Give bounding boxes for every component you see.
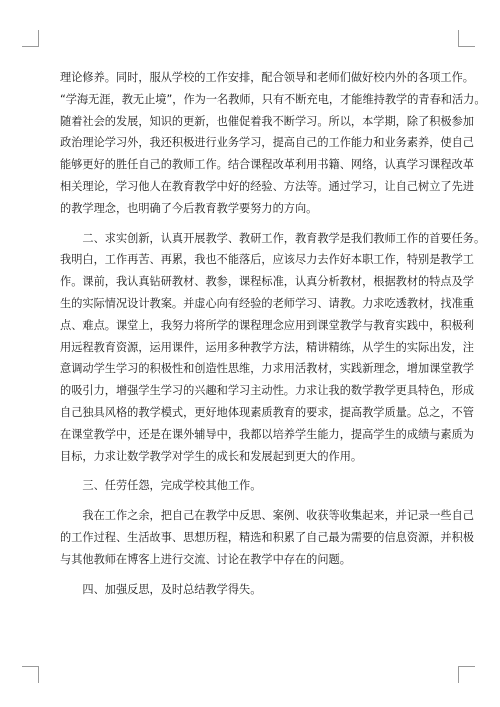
section-heading: 四、加强反思，及时总结教学得失。 [60,582,262,596]
text-line: 目标，力求让数学教学对学生的成长和发展起到更大的作用。 [60,449,363,463]
text-line: 点、难点。课堂上，我努力将所学的课程理念应用到课堂教学与教育实践中，积极利 [60,318,474,332]
text-line: 的教学理念，也明确了今后教育教学要努力的方向。 [60,201,318,215]
text-line: 我在工作之余，把自己在教学中反思、案例、收获等收集起来，并记录一些自己 [60,509,474,523]
text-line: 自己独具风格的教学模式，更好地体现素质教育的要求，提高教学质量。总之，不管 [60,405,474,419]
crop-mark-top-left [22,30,39,47]
text-line: 相关理论，学习他人在教育教学中好的经验、方法等。通过学习，让自己树立了先进 [60,179,474,193]
text-line: “学海无涯，教无止境”，作为一名教师，只有不断充电，才能维持教学的青春和活力。 [60,92,486,106]
text-line: 我明白，工作再苦、再累，我也不能落后，应该尽力去作好本职工作，特别是教学工 [60,253,474,267]
section-heading: 三、任劳任怨，完成学校其他工作。 [60,479,262,493]
document-body [60,67,486,600]
section-heading: 二、求实创新，认真开展教学、教研工作，教育教学是我们教师工作的首要任务。 [60,231,486,245]
text-line: 随着社会的发展，知识的更新，也催促着我不断学习。所以，本学期，除了积极参加 [60,114,474,128]
text-line: 意调动学生学习的积极性和创造性思维，力求用活教材，实践新理念，增加课堂教学 [60,362,474,376]
crop-mark-bottom-right [458,666,475,683]
text-line: 与其他教师在博客上进行交流、讨论在教学中存在的问题。 [60,552,351,566]
text-line: 作。课前，我认真钻研教材、教参，课程标准，认真分析教材，根据教材的特点及学 [60,275,474,289]
text-line: 的吸引力，增强学生学习的兴趣和学习主动性。力求让我的数学教学更具特色，形成 [60,384,474,398]
text-line: 能够更好的胜任自己的教师工作。结合课程改革利用书籍、网络，认真学习课程改革 [60,158,474,172]
text-line: 在课堂教学中，还是在课外辅导中，我都以培养学生能力，提高学生的成绩与素质为 [60,427,474,441]
text-line: 生的实际情况设计教案。并虚心向有经验的老师学习、请教。力求吃透教材，找准重 [60,296,474,310]
crop-mark-top-right [458,30,475,47]
text-line: 理论修养。同时，服从学校的工作安排，配合领导和老师们做好校内外的各项工作。 [60,71,474,84]
crop-mark-bottom-left [22,666,39,683]
text-line: 的工作过程、生活故事、思想历程，精选和积累了自己最为需要的信息资源，并积极 [60,530,474,544]
text-line: 政治理论学习外，我还积极进行业务学习，提高自己的工作能力和业务素养，使自己 [60,136,474,150]
text-line: 用远程教育资源，运用课件，运用多种教学方法，精讲精练，从学生的实际出发，注 [60,340,474,354]
